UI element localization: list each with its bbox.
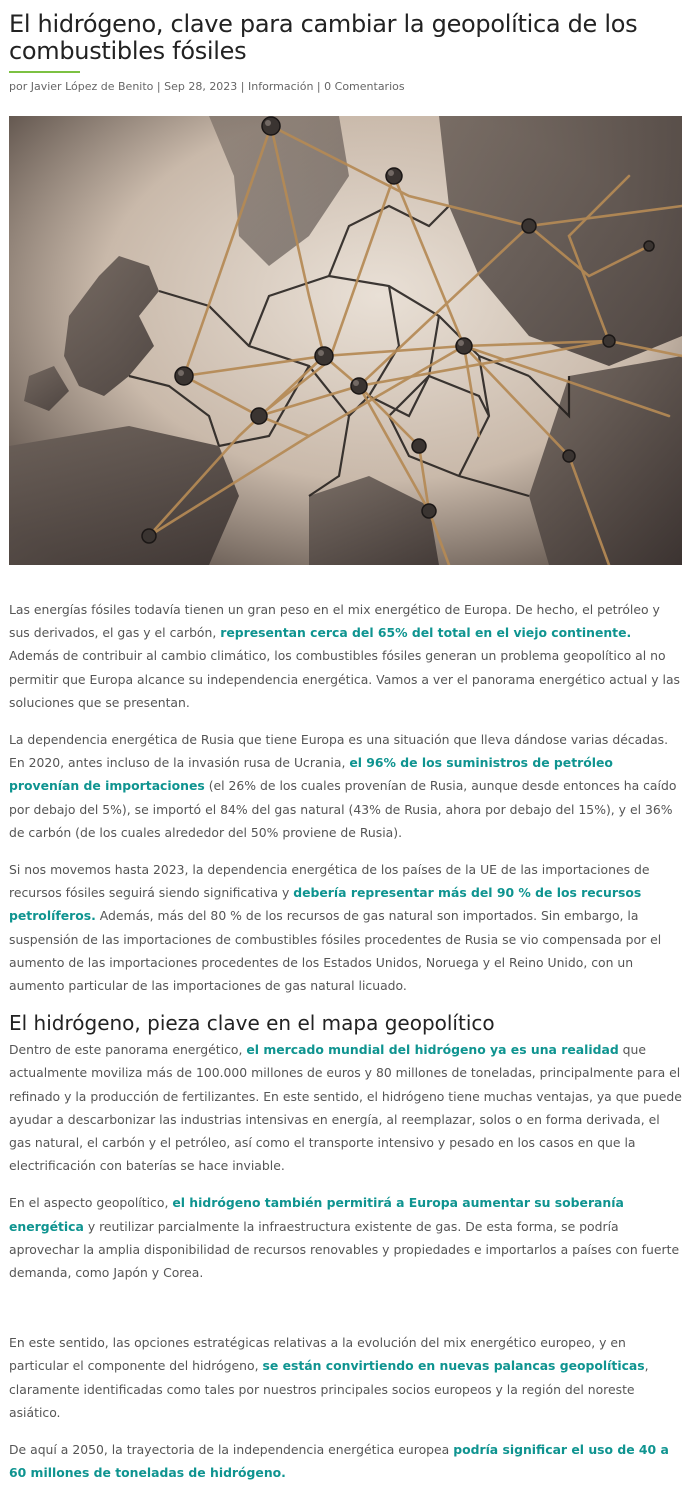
meta-prefix: por [9, 80, 31, 93]
paragraph-4 [9, 1038, 682, 1177]
comments-link[interactable]: 0 Comentarios [324, 80, 405, 93]
text: Si nos movemos hasta 2023, la dependencia energética de los países de la UE de las importaciones de recursos fósiles seguirá siendo significativa y [9, 862, 650, 901]
paragraph-5 [9, 1191, 682, 1284]
post-container [9, 0, 682, 1499]
link-96-percent[interactable]: el 96% de los suministros de petróleo provenían de importaciones [9, 755, 613, 794]
text: Dentro de este panorama energético, [9, 1042, 247, 1058]
link-hydrogen-market[interactable]: el mercado mundial del hidrógeno ya es una realidad [246, 1042, 619, 1058]
link-geopolitical-levers[interactable]: se están convirtiendo en nuevas palancas geopolíticas [262, 1358, 645, 1374]
meta-separator: | [313, 80, 325, 93]
text: En el aspecto geopolítico, [9, 1195, 173, 1211]
spacer [9, 1298, 682, 1331]
paragraph-3 [9, 858, 682, 997]
meta-separator: | [237, 80, 249, 93]
paragraph-1 [9, 598, 682, 714]
text: Además, más del 80 % de los recursos de gas natural son importados. Sin embargo, la suspensión de las importaciones de combustibles fósiles procedentes de Rusia se vio compensada por el aumento de las importaciones procedentes de los Estados Unidos, Noruega y el Reino Unido, con un aumento particular de las importaciones de gas natural licuado. [9, 908, 662, 994]
text: Además de contribuir al cambio climático, los combustibles fósiles generan un problema geopolítico al no permitir que Europa alcance su independencia energética. Vamos a ver el panorama energético actual y las soluciones que se presentan. [9, 648, 680, 710]
title-underline [9, 71, 80, 73]
link-energy-sovereignty[interactable]: el hidrógeno también permitirá a Europa aumentar su soberanía energética [9, 1195, 624, 1234]
paragraph-7 [9, 1438, 682, 1484]
category-link[interactable]: Información [248, 80, 314, 93]
link-hydrogen-tonnes[interactable]: podría significar el uso de 40 a 60 millones de toneladas de hidrógeno. [9, 1442, 669, 1481]
author-link[interactable]: Javier López de Benito [30, 80, 154, 93]
text: y reutilizar parcialmente la infraestructura existente de gas. De esta forma, se podría aprovechar la amplia disponibilidad de recursos renovables y propiedades e importarlos a países con fuerte demanda, como Japón y Corea. [9, 1218, 680, 1281]
post-meta [9, 79, 682, 95]
post-date: Sep 28, 2023 [164, 80, 238, 93]
map-illustration [9, 116, 682, 565]
featured-image-europe-map [9, 116, 682, 565]
paragraph-2 [9, 728, 682, 844]
meta-separator: | [153, 80, 165, 93]
text: La dependencia energética de Rusia que tiene Europa es una situación que lleva dándose varias décadas. En 2020, antes incluso de la invasión rusa de Ucrania, [9, 732, 669, 771]
text: En este sentido, las opciones estratégicas relativas a la evolución del mix energético europeo, y en particular el componente del hidrógeno, [9, 1335, 626, 1374]
link-65-percent[interactable]: representan cerca del 65% del total en el viejo continente. [220, 625, 632, 641]
text: Las energías fósiles todavía tienen un gran peso en el mix energético de Europa. De hecho, el petróleo y sus derivados, el gas y el carbón, [9, 602, 660, 641]
paragraph-6 [9, 1331, 682, 1424]
post-title: El hidrógeno, clave para cambiar la geopolítica de los combustibles fósiles [9, 10, 638, 65]
link-90-percent[interactable]: debería representar más del 90 % de los recursos petrolíferos. [9, 885, 642, 924]
text: De aquí a 2050, la trayectoria de la independencia energética europea [9, 1442, 454, 1458]
text: que actualmente moviliza más de 100.000 millones de euros y 80 millones de toneladas, principalmente para el refinado y la producción de fertilizantes. En este sentido, el hidrógeno tiene muchas ventajas, ya que puede ayudar a descarbonizar las industrias intensivas en energía, al reemplazar, solos o en forma derivada, el gas natural, el carbón y el petróleo, así como el transporte intensivo y pesado en los casos en que la electrificación con baterías se hace inviable. [9, 1042, 682, 1174]
section-heading: El hidrógeno, pieza clave en el mapa geopolítico [9, 1011, 495, 1036]
text: (el 26% de los cuales provenían de Rusia, aunque desde entonces ha caído por debajo del 5%), se importó el 84% del gas natural (43% de Rusia, ahora por debajo del 15%), y el 36% de carbón (de los cuales alrededor del 50% proviene de Rusia). [9, 778, 677, 840]
text: , claramente identificadas como tales por nuestros principales socios europeos y la región del noreste asiático. [9, 1358, 649, 1420]
article-body [9, 598, 682, 1485]
